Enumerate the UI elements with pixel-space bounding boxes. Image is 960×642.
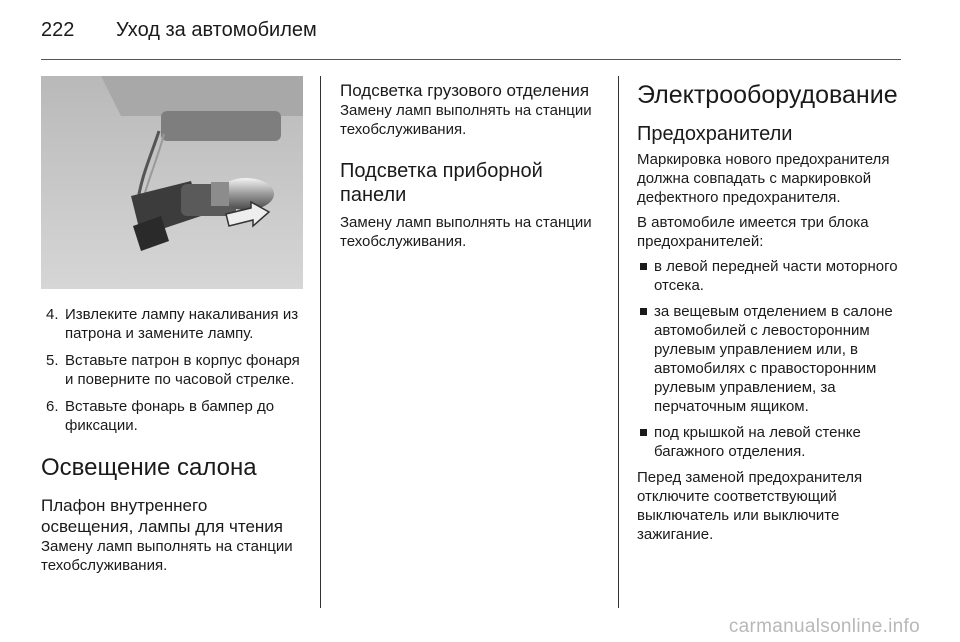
list-item bbox=[41, 397, 303, 435]
bullet-icon bbox=[640, 263, 647, 270]
subsection-title: Плафон внутреннего освещения, лампы для чтения bbox=[41, 496, 284, 536]
body-text: Замену ламп выполнять на станции техобслуживания. bbox=[340, 214, 592, 250]
cargo-light-title: Подсветка грузового отделения bbox=[340, 81, 590, 100]
page-title: Уход за автомобилем bbox=[116, 19, 317, 41]
page-number: 222 bbox=[41, 19, 75, 41]
column-divider bbox=[618, 76, 619, 608]
subsection-title: Предохранители bbox=[637, 123, 793, 145]
list-item-text: за вещевым отделением в салоне автомобилей с левосторонним рулевым управлением или, в автомобилях с правосторонним рулевым управлением, за перчаточным ящиком. bbox=[654, 303, 893, 415]
steps-list bbox=[41, 305, 303, 435]
list-item-text: в левой передней части моторного отсека. bbox=[654, 258, 898, 294]
header-divider bbox=[41, 59, 901, 60]
step-number: 5. bbox=[46, 352, 59, 369]
fuse-box-list bbox=[637, 257, 907, 461]
list-item bbox=[637, 257, 907, 295]
bullet-icon bbox=[640, 429, 647, 436]
step-number: 4. bbox=[46, 306, 59, 323]
list-item-text: под крышкой на левой стенке багажного отделения. bbox=[654, 424, 861, 460]
body-text: Маркировка нового предохранителя должна совпадать с маркировкой дефектного предохранителя. bbox=[637, 151, 890, 206]
column-divider bbox=[320, 76, 321, 608]
step-text: Вставьте патрон в корпус фонаря и поверните по часовой стрелке. bbox=[65, 352, 300, 388]
column-middle bbox=[340, 80, 595, 251]
lamp-removal-photo bbox=[41, 76, 303, 289]
section-title: Освещение салона bbox=[41, 454, 257, 481]
list-item bbox=[637, 302, 907, 416]
list-item bbox=[41, 351, 303, 389]
step-text: Извлеките лампу накаливания из патрона и замените лампу. bbox=[65, 306, 299, 342]
list-item bbox=[637, 423, 907, 461]
body-text: Перед заменой предохранителя отключите соответствующий выключатель или выключите зажигание. bbox=[637, 469, 863, 543]
bullet-icon bbox=[640, 308, 647, 315]
step-number: 6. bbox=[46, 398, 59, 415]
body-text: В автомобиле имеется три блока предохранителей: bbox=[637, 214, 869, 250]
body-text: Замену ламп выполнять на станции техобслуживания. bbox=[340, 102, 592, 138]
step-text: Вставьте фонарь в бампер до фиксации. bbox=[65, 398, 275, 434]
section-title: Электрооборудование bbox=[637, 81, 898, 109]
instrument-light-title: Подсветка приборной панели bbox=[340, 160, 543, 206]
column-left bbox=[41, 76, 303, 575]
column-right bbox=[637, 80, 907, 544]
lamp-illustration bbox=[41, 76, 303, 289]
body-text: Замену ламп выполнять на станции техобслуживания. bbox=[41, 538, 293, 574]
list-item bbox=[41, 305, 303, 343]
watermark: carmanualsonline.info bbox=[728, 616, 920, 637]
